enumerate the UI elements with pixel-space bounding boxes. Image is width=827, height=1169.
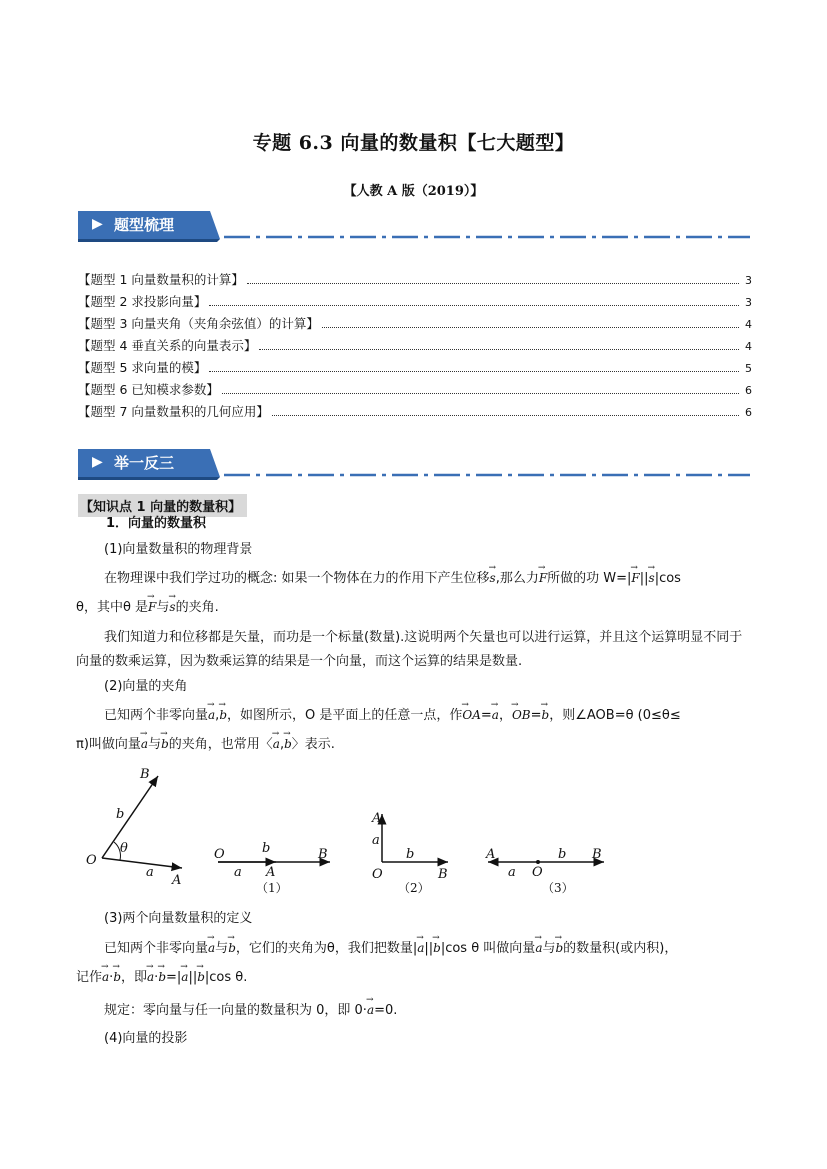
label-a: a <box>146 865 154 880</box>
text: 表示. <box>304 737 335 752</box>
paragraph-angle-cont: π)叫做向量→ a与→ b的夹角，也常用〈→ a,→ b〉表示. <box>76 734 335 755</box>
figure-perpendicular <box>371 811 448 895</box>
toc-leader <box>222 393 739 394</box>
text: 已知两个非零向量 <box>104 708 209 723</box>
label-a: a <box>372 833 380 848</box>
vector-a: → a <box>417 938 424 958</box>
text: 已知两个非零向量 <box>104 941 209 956</box>
banner-shape <box>78 209 750 243</box>
vector-a: → a <box>367 1000 374 1020</box>
vector-b: → b <box>161 734 169 754</box>
label-O: O <box>372 867 383 882</box>
text: |cos <box>654 571 681 586</box>
vector-a: → a <box>535 938 542 958</box>
toc-item-label: 【题型 5 求向量的模】 <box>78 360 207 375</box>
vector-s: → s <box>490 568 496 588</box>
toc-item[interactable] <box>78 314 752 336</box>
section-banner-types <box>78 209 750 243</box>
vector-a: → a <box>181 967 188 987</box>
label-B: B <box>438 867 448 882</box>
label-O: O <box>86 853 97 868</box>
toc-item-label: 【题型 6 已知模求参数】 <box>78 382 219 397</box>
vector-b: → b <box>542 705 550 725</box>
vector-F: → F <box>148 597 156 617</box>
paragraph-rule <box>104 1000 397 1021</box>
table-of-contents <box>78 270 752 424</box>
text: 与 <box>215 941 229 956</box>
vector-a: → a <box>147 967 154 987</box>
label-theta: θ <box>120 841 128 856</box>
text: 与 <box>156 600 170 615</box>
angle-figures <box>80 760 620 900</box>
subsection-heading: (1)向量数量积的物理背景 <box>104 542 253 557</box>
text: || <box>639 571 649 586</box>
vector-b: → b <box>158 967 166 987</box>
label-b: b <box>262 841 271 856</box>
text: 与 <box>542 941 556 956</box>
label-B: B <box>140 767 150 782</box>
toc-item-page: 4 <box>745 318 752 331</box>
text: =0. <box>374 1003 398 1018</box>
paragraph-work <box>104 568 681 589</box>
text: 规定：零向量与任一向量的数量积为 0，即 0· <box>104 1003 367 1018</box>
edition-label: 【人教 A 版（2019）】 <box>343 184 484 199</box>
toc-item-page: 5 <box>745 362 752 375</box>
label-A: A <box>266 865 276 880</box>
toc-item[interactable] <box>78 380 752 402</box>
text: 记作 <box>76 970 103 985</box>
text: ，它们的夹角为θ，我们把数量| <box>235 941 418 956</box>
vector-a: → a <box>273 734 280 754</box>
text: · <box>109 970 114 985</box>
vector-b: → b <box>228 938 236 958</box>
vector-a: → a <box>492 705 499 725</box>
label-A: A <box>486 847 496 862</box>
text: 的数量积(或内积)， <box>563 941 678 956</box>
toc-item-page: 3 <box>745 274 752 287</box>
label-a: a <box>234 865 242 880</box>
vector-a: → a <box>208 705 215 725</box>
text: ，则∠AOB=θ (0≤θ≤ <box>549 708 681 723</box>
vector-b: → b <box>284 734 292 754</box>
text: ，即 <box>121 970 148 985</box>
vector-OB: → OB <box>512 705 531 725</box>
text: 在物理课中我们学过功的概念: 如果一个物体在力的作用下产生位移 <box>104 571 490 586</box>
vector-b: → b <box>433 938 441 958</box>
toc-item-label: 【题型 3 向量夹角（夹角余弦值）的计算】 <box>78 316 319 331</box>
figure-opposite-direction <box>485 847 604 895</box>
text: θ，其中θ 是 <box>76 600 149 615</box>
toc-item[interactable] <box>78 270 752 292</box>
paragraph-work-cont <box>76 597 219 618</box>
text: || <box>424 941 434 956</box>
vector-a: → a <box>141 734 148 754</box>
toc-leader <box>209 371 739 372</box>
banner-shape <box>78 447 750 481</box>
section-banner-examples <box>78 447 750 481</box>
text: · <box>154 970 159 985</box>
banner-label: 举一反三 <box>114 454 175 472</box>
label-O: O <box>214 847 225 862</box>
caption: （3） <box>542 881 574 895</box>
caption: （2） <box>398 881 430 895</box>
text: 的夹角，也常用 <box>168 737 260 752</box>
vector-b: → b <box>219 705 227 725</box>
vector-a: → a <box>102 967 109 987</box>
paragraph-definition-cont <box>76 967 247 988</box>
label-A: A <box>172 873 182 888</box>
text: |cos θ. <box>204 970 248 985</box>
text: ,那么力 <box>495 571 539 586</box>
label-b: b <box>558 847 567 862</box>
vector-b: → b <box>113 967 121 987</box>
vector-b: → b <box>555 938 563 958</box>
vector-OA: → OA <box>462 705 481 725</box>
paragraph-angle: 已知两个非零向量→ a,→ b，如图所示，O 是平面上的任意一点，作→ OA=→ a，→ OB=→ b，则∠AOB=θ (0≤θ≤ <box>104 705 681 726</box>
text: 与 <box>148 737 162 752</box>
toc-leader <box>322 327 739 328</box>
toc-item[interactable] <box>78 402 752 424</box>
label-B: B <box>592 847 602 862</box>
toc-leader <box>209 305 739 306</box>
toc-item-label: 【题型 4 垂直关系的向量表示】 <box>78 338 257 353</box>
figure-general-angle <box>86 767 182 888</box>
text: || <box>188 970 198 985</box>
toc-item-label: 【题型 7 向量数量积的几何应用】 <box>78 404 269 419</box>
toc-leader <box>247 283 739 284</box>
caption: （1） <box>256 881 288 895</box>
label-O: O <box>532 865 543 880</box>
subsection-heading: (4)向量的投影 <box>104 1031 188 1046</box>
play-icon: ▶ <box>92 216 103 232</box>
toc-item-page: 6 <box>745 384 752 397</box>
toc-item-page: 4 <box>745 340 752 353</box>
knowledge-point-title: 【知识点 1 向量的数量积】 <box>78 494 247 517</box>
vector-F: → F <box>631 568 639 588</box>
vector-s: → s <box>169 597 175 617</box>
text: =| <box>166 970 182 985</box>
subsection-heading: (2)向量的夹角 <box>104 679 188 694</box>
label-b: b <box>116 807 125 822</box>
label-A: A <box>372 811 382 826</box>
toc-item-page: 3 <box>745 296 752 309</box>
toc-item-page: 6 <box>745 406 752 419</box>
subsection-heading: (3)两个向量数量积的定义 <box>104 911 253 926</box>
play-icon: ▶ <box>92 454 103 470</box>
toc-item[interactable] <box>78 358 752 380</box>
paragraph-definition <box>104 938 677 959</box>
toc-leader <box>272 415 739 416</box>
text: |cos θ 叫做向量 <box>440 941 536 956</box>
text: 的夹角. <box>175 600 219 615</box>
vector-b: → b <box>197 967 205 987</box>
vector-a: → a <box>208 938 215 958</box>
toc-leader <box>259 349 739 350</box>
text: ，如图所示，O 是平面上的任意一点，作 <box>227 708 463 723</box>
toc-item[interactable] <box>78 292 752 314</box>
section-heading: 1．向量的数量积 <box>106 516 207 531</box>
text: 所做的功 W=| <box>547 571 632 586</box>
toc-item[interactable] <box>78 336 752 358</box>
vector-s: → s <box>649 568 655 588</box>
label-a: a <box>508 865 516 880</box>
paragraph-scalar: 我们知道力和位移都是矢量，而功是一个标量(数量).这说明两个矢量也可以进行运算，并且这个运算明显不同于向量的数乘运算，因为数乘运算的结果是一个向量，而这个运算的结果是数量. <box>76 630 743 669</box>
toc-item-label: 【题型 1 向量数量积的计算】 <box>78 272 244 287</box>
vector-F: → F <box>539 568 547 588</box>
label-b: b <box>406 847 415 862</box>
banner-label: 题型梳理 <box>114 216 175 234</box>
label-B: B <box>318 847 328 862</box>
toc-item-label: 【题型 2 求投影向量】 <box>78 294 207 309</box>
figure-same-direction <box>214 841 330 895</box>
page-title: 专题 6.3 向量的数量积【七大题型】 <box>252 132 575 154</box>
text: π)叫做向量 <box>76 737 141 752</box>
